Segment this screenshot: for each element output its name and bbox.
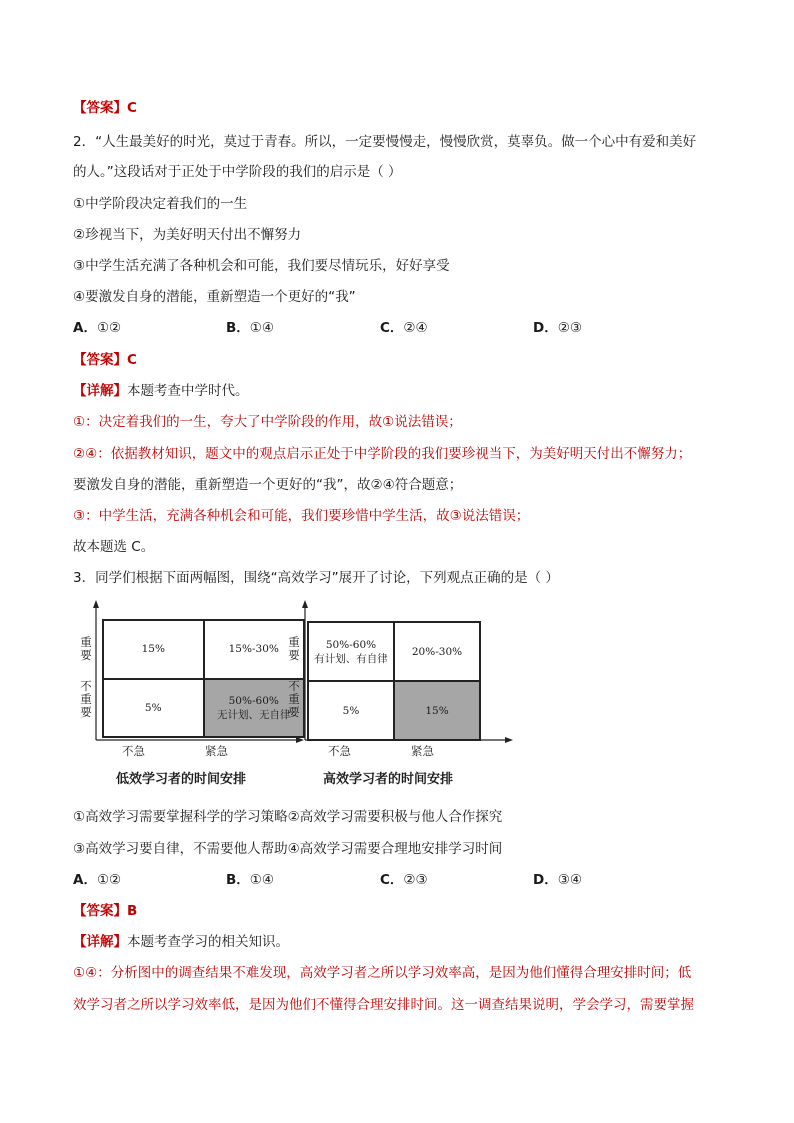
q2-item-4: ④要激发自身的潜能，重新塑造一个更好的“我” [73, 289, 356, 305]
q2-stem-line2: 的人。”这段话对于正处于中学阶段的我们的启示是（ ） [73, 164, 402, 180]
q3-option-c[interactable]: C．②③ [380, 872, 428, 888]
chart-high-cell-important-not-urgent: 50%-60% 有计划、有自律 [308, 622, 394, 681]
q2-option-a[interactable]: A．①② [73, 320, 122, 336]
q2-option-b[interactable]: B．①④ [226, 320, 275, 336]
chart-low-cell-important-urgent: 15%-30% [204, 620, 305, 679]
chart-high-y-important: 重要 [288, 635, 300, 662]
q2-explanation-1: ①：决定着我们的一生，夸大了中学阶段的作用，故①说法错误； [73, 414, 462, 430]
q3-explanation-1a: ①④：分析图中的调查结果不难发现，高效学习者之所以学习效率高，是因为他们懂得合理安排时间；低 [73, 965, 692, 981]
q3-items-line2: ③高效学习要自律，不需要他人帮助④高效学习需要合理地安排学习时间 [73, 841, 503, 857]
q2-option-d[interactable]: D．②③ [533, 320, 582, 336]
chart-high-title: 高效学习者的时间安排 [323, 772, 454, 787]
chart-low-efficiency [74, 600, 304, 790]
chart-high-x-not-urgent: 不急 [328, 744, 351, 758]
q2-explanation-2a: ②④：依据教材知识，题文中的观点启示正处于中学阶段的我们要珍视当下，为美好明天付出不懈努力； [73, 446, 692, 462]
q3-items-line1: ①高效学习需要掌握科学的学习策略②高效学习需要积极与他人合作探究 [73, 809, 503, 825]
q2-stem-line1: 2．“人生最美好的时光，莫过于青春。所以，一定要慢慢走，慢慢欣赏，莫辜负。做一个心中有爱和美好 [73, 134, 697, 150]
chart-low-y-unimportant: 不重要 [80, 679, 92, 719]
chart-high-cell-unimportant-urgent: 15% [394, 681, 480, 740]
chart-high-y-unimportant: 不重要 [288, 679, 300, 719]
chart-high-efficiency [283, 600, 513, 790]
q2-explanation-2b: 要激发自身的潜能，重新塑造一个更好的“我”，故②④符合题意； [73, 477, 463, 493]
q2-detail: 【详解】本题考查中学时代。 [73, 383, 249, 399]
chart-high-cell-unimportant-not-urgent: 5% [308, 681, 394, 740]
chart-high-matrix [307, 621, 481, 741]
q2-option-c[interactable]: C．②④ [380, 320, 428, 336]
q2-answer: 【答案】C [73, 352, 137, 368]
q2-explanation-3: ③：中学生活，充满各种机会和可能，我们要珍惜中学生活，故③说法错误； [73, 508, 530, 524]
q3-stem: 3．同学们根据下面两幅图，围绕“高效学习”展开了讨论，下列观点正确的是（ ） [73, 570, 559, 586]
q3-option-a[interactable]: A．①② [73, 872, 122, 888]
chart-low-cell-unimportant-urgent: 50%-60% 无计划、无自律 [204, 679, 305, 738]
q2-item-3: ③中学生活充满了各种机会和可能，我们要尽情玩乐，好好享受 [73, 258, 450, 274]
chart-high-cell-important-urgent: 20%-30% [394, 622, 480, 681]
chart-high-x-urgent: 紧急 [411, 744, 434, 758]
q2-item-2: ②珍视当下，为美好明天付出不懈努力 [73, 227, 302, 243]
q3-option-b[interactable]: B．①④ [226, 872, 275, 888]
q2-conclusion: 故本题选 C。 [73, 539, 155, 555]
chart-low-matrix [102, 619, 305, 738]
chart-low-cell-important-not-urgent: 15% [103, 620, 204, 679]
chart-low-x-not-urgent: 不急 [122, 744, 145, 758]
answer-label: 【答案】C [73, 100, 137, 116]
q3-explanation-1b: 效学习者之所以学习效率低，是因为他们不懂得合理安排时间。这一调查结果说明，学会学习，需要掌握 [73, 997, 694, 1013]
q3-option-d[interactable]: D．③④ [533, 872, 582, 888]
q3-answer: 【答案】B [73, 903, 138, 919]
chart-low-x-urgent: 紧急 [205, 744, 228, 758]
chart-low-title: 低效学习者的时间安排 [116, 772, 247, 787]
chart-low-cell-unimportant-not-urgent: 5% [103, 679, 204, 738]
q2-item-1: ①中学阶段决定着我们的一生 [73, 196, 248, 212]
q3-detail: 【详解】本题考查学习的相关知识。 [73, 934, 289, 950]
chart-low-y-important: 重要 [80, 635, 92, 662]
